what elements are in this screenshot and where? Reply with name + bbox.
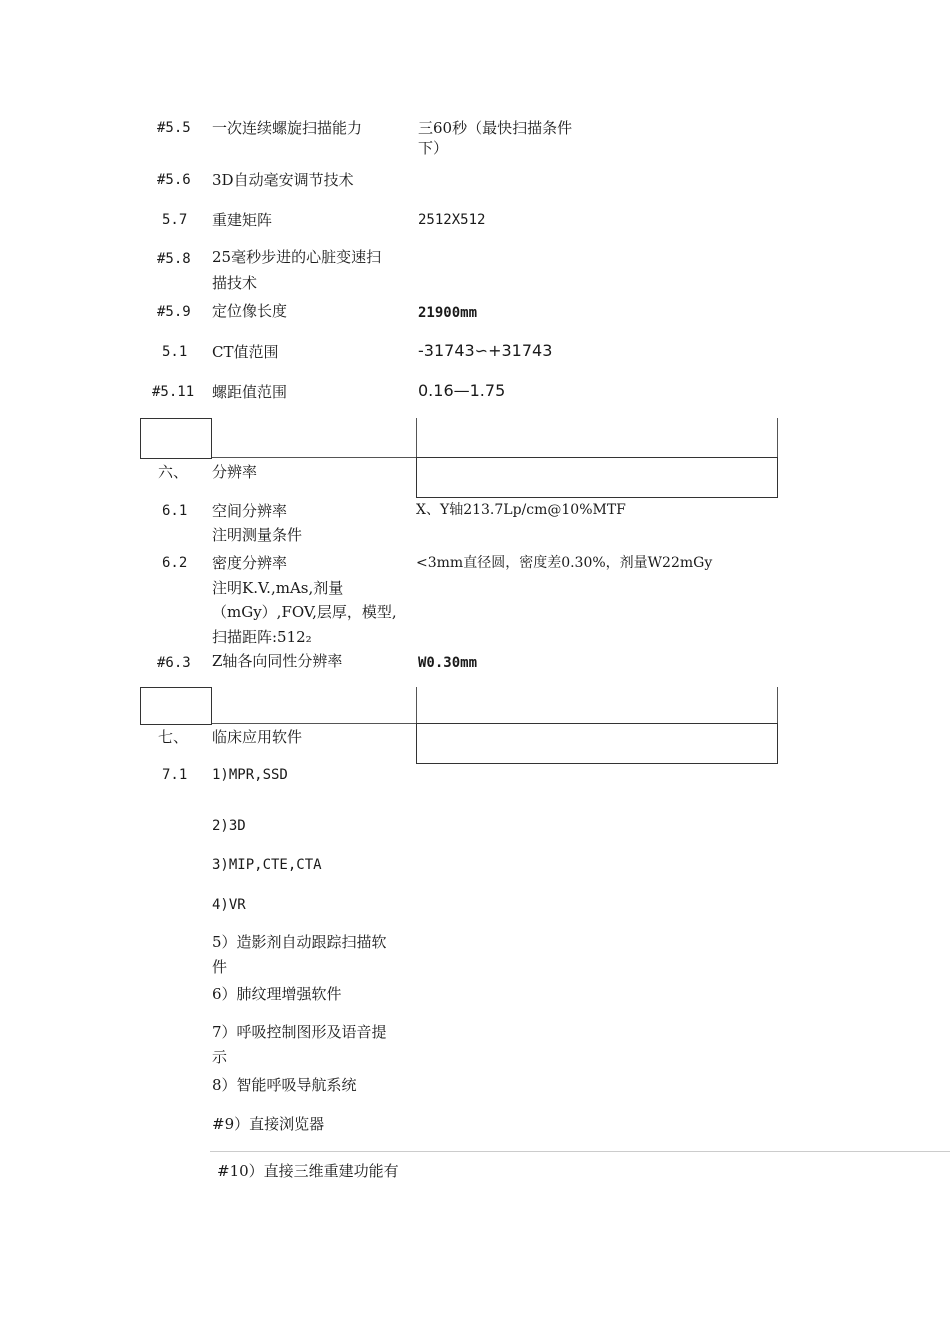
section-title: 分辨率 <box>212 463 258 481</box>
row-value: 0.16—1.75 <box>418 381 506 400</box>
list-item: 1)MPR,SSD <box>212 767 288 783</box>
table-divider <box>777 418 778 458</box>
row-label: 一次连续螺旋扫描能力 <box>212 119 363 137</box>
row-value: X、Y轴213.7Lp/cm@10%MTF <box>416 502 626 518</box>
row-label-cont: 注明K.V.,mAs,剂量 <box>212 579 344 597</box>
row-label: CT值范围 <box>212 343 279 361</box>
list-item: #10）直接三维重建功能有 <box>217 1162 399 1180</box>
row-value: 21900mm <box>418 305 478 321</box>
list-item-cont: 示 <box>212 1048 228 1066</box>
row-value: 2512X512 <box>418 212 486 228</box>
row-label: 25毫秒步进的心脏变速扫 <box>212 248 382 266</box>
row-number: 6.2 <box>162 555 188 571</box>
row-label-cont: 描技术 <box>212 274 258 292</box>
list-item: 6）肺纹理增强软件 <box>212 985 342 1003</box>
list-item: 8）智能呼吸导航系统 <box>212 1076 357 1094</box>
row-label: Z轴各向同性分辨率 <box>212 652 343 670</box>
row-label-cont: （mGy）,FOV,层厚，模型, <box>212 603 397 621</box>
row-number: #5.11 <box>152 384 195 400</box>
list-item: 2)3D <box>212 818 246 834</box>
row-label: 3D自动毫安调节技术 <box>212 171 354 189</box>
row-number: 5.7 <box>162 212 188 228</box>
row-number: #5.9 <box>157 304 191 320</box>
list-item: 7）呼吸控制图形及语音提 <box>212 1023 387 1041</box>
list-item: 5）造影剂自动跟踪扫描软 <box>212 933 387 951</box>
row-value-cont: 下） <box>418 139 449 157</box>
list-item: #9）直接浏览器 <box>212 1115 325 1133</box>
row-label: 定位像长度 <box>212 302 288 320</box>
row-number: 7.1 <box>162 767 188 783</box>
row-value: 三60秒（最快扫描条件 <box>418 119 573 137</box>
row-label: 螺距值范围 <box>212 383 288 401</box>
row-number: #5.6 <box>157 172 191 188</box>
section-title: 临床应用软件 <box>212 728 303 746</box>
row-number: 5.1 <box>162 344 188 360</box>
table-cell-frame <box>416 723 778 764</box>
row-label: 密度分辨率 <box>212 554 288 572</box>
row-number: #5.8 <box>157 251 191 267</box>
row-label-cont: 扫描距阵:512₂ <box>212 628 312 646</box>
list-item: 4)VR <box>212 897 246 913</box>
row-value: -31743∽+31743 <box>418 341 553 360</box>
section-number: 七、 <box>158 728 189 746</box>
table-cell-frame <box>140 687 212 725</box>
table-cell-frame <box>416 457 778 498</box>
row-number: 6.1 <box>162 503 188 519</box>
row-label: 重建矩阵 <box>212 211 273 229</box>
table-cell-frame <box>140 418 212 459</box>
table-divider <box>777 687 778 724</box>
table-divider <box>416 687 417 724</box>
row-value: W0.30mm <box>418 655 478 671</box>
table-divider <box>416 418 417 458</box>
list-item-cont: 件 <box>212 958 228 976</box>
row-label-cont: 注明测量条件 <box>212 526 303 544</box>
row-number: #5.5 <box>157 120 191 136</box>
row-value: <3mm直径圆，密度差0.30%，剂量W22mGy <box>416 555 713 571</box>
row-number: #6.3 <box>157 655 191 671</box>
section-number: 六、 <box>158 463 189 481</box>
row-separator <box>210 1151 950 1152</box>
list-item: 3)MIP,CTE,CTA <box>212 857 322 873</box>
row-label: 空间分辨率 <box>212 502 288 520</box>
